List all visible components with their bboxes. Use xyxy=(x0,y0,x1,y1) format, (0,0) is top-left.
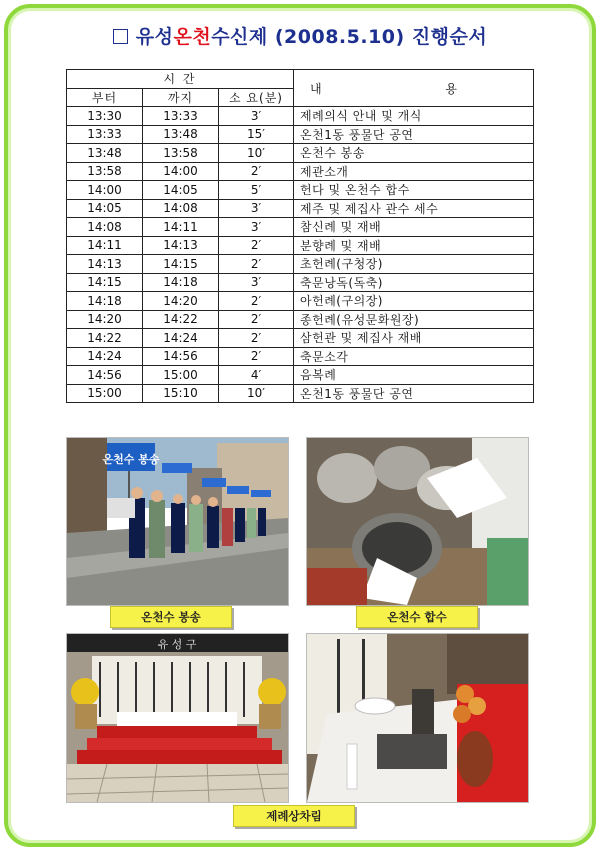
procession-sign: 온천수 봉송 xyxy=(102,453,160,466)
cell-content: 음복례 xyxy=(294,366,534,385)
cell-to: 15:10 xyxy=(143,384,219,403)
cell-to: 14:24 xyxy=(143,329,219,348)
banner-text: 유 성 구 xyxy=(157,638,197,651)
cell-content: 온천1동 풍물단 공연 xyxy=(294,384,534,403)
cell-from: 14:05 xyxy=(67,199,143,218)
photo-pouring xyxy=(306,437,529,606)
cell-duration: 2′ xyxy=(219,347,294,366)
schedule-row xyxy=(67,144,534,163)
cell-from: 14:00 xyxy=(67,181,143,200)
cell-duration: 2′ xyxy=(219,255,294,274)
cell-duration: 2′ xyxy=(219,310,294,329)
cell-content: 온천수 봉송 xyxy=(294,144,534,163)
procession-illustration xyxy=(67,438,288,605)
cell-from: 13:30 xyxy=(67,107,143,126)
cell-duration: 2′ xyxy=(219,329,294,348)
cell-duration: 2′ xyxy=(219,292,294,311)
schedule-row xyxy=(67,255,534,274)
cell-content: 아헌례(구의장) xyxy=(294,292,534,311)
cell-from: 14:56 xyxy=(67,366,143,385)
cell-to: 13:33 xyxy=(143,107,219,126)
cell-content: 제관소개 xyxy=(294,162,534,181)
cell-from: 13:33 xyxy=(67,125,143,144)
cell-from: 14:15 xyxy=(67,273,143,292)
schedule-row xyxy=(67,366,534,385)
page-title: 유성온천수신제 (2008.5.10) 진행순서 xyxy=(0,22,600,49)
cell-to: 14:20 xyxy=(143,292,219,311)
cell-content: 종헌례(유성문화원장) xyxy=(294,310,534,329)
cell-to: 14:22 xyxy=(143,310,219,329)
schedule-row xyxy=(67,236,534,255)
cell-from: 15:00 xyxy=(67,384,143,403)
cell-from: 14:24 xyxy=(67,347,143,366)
cell-duration: 2′ xyxy=(219,236,294,255)
cell-content: 초헌례(구청장) xyxy=(294,255,534,274)
schedule-row xyxy=(67,107,534,126)
cell-from: 14:22 xyxy=(67,329,143,348)
cell-content: 제례의식 안내 및 개식 xyxy=(294,107,534,126)
cell-to: 15:00 xyxy=(143,366,219,385)
cell-to: 14:00 xyxy=(143,162,219,181)
cell-duration: 10′ xyxy=(219,384,294,403)
photo-ritual-stage xyxy=(66,633,289,803)
caption-photo2: 온천수 합수 xyxy=(356,606,478,628)
schedule-row xyxy=(67,347,534,366)
schedule-row xyxy=(67,384,534,403)
cell-duration: 3′ xyxy=(219,218,294,237)
cell-content: 헌다 및 온천수 합수 xyxy=(294,181,534,200)
cell-from: 14:18 xyxy=(67,292,143,311)
cell-from: 14:20 xyxy=(67,310,143,329)
cell-duration: 15′ xyxy=(219,125,294,144)
header-content: 내 용 xyxy=(294,70,534,107)
cell-duration: 4′ xyxy=(219,366,294,385)
cell-content: 온천1동 풍물단 공연 xyxy=(294,125,534,144)
caption-photo1: 온천수 봉송 xyxy=(110,606,232,628)
schedule-row xyxy=(67,310,534,329)
cell-content: 삼헌관 및 제집사 재배 xyxy=(294,329,534,348)
cell-duration: 10′ xyxy=(219,144,294,163)
cell-to: 13:48 xyxy=(143,125,219,144)
schedule-body xyxy=(67,107,534,403)
cell-from: 14:11 xyxy=(67,236,143,255)
header-from: 부터 xyxy=(67,88,143,107)
cell-duration: 5′ xyxy=(219,181,294,200)
cell-to: 14:13 xyxy=(143,236,219,255)
cell-to: 14:56 xyxy=(143,347,219,366)
cell-from: 14:13 xyxy=(67,255,143,274)
cell-from: 13:48 xyxy=(67,144,143,163)
schedule-row xyxy=(67,181,534,200)
photo-procession xyxy=(66,437,289,606)
schedule-row xyxy=(67,162,534,181)
cell-to: 14:08 xyxy=(143,199,219,218)
photo-ritual-table xyxy=(306,633,529,803)
cell-duration: 3′ xyxy=(219,107,294,126)
cell-duration: 3′ xyxy=(219,273,294,292)
title-highlight: 온천 xyxy=(173,26,212,48)
pouring-illustration xyxy=(307,438,528,605)
schedule-row xyxy=(67,125,534,144)
schedule-row xyxy=(67,329,534,348)
schedule-table xyxy=(66,69,534,403)
cell-to: 14:15 xyxy=(143,255,219,274)
header-time: 시 간 xyxy=(67,70,294,89)
cell-content: 축문소각 xyxy=(294,347,534,366)
cell-from: 13:58 xyxy=(67,162,143,181)
cell-to: 14:18 xyxy=(143,273,219,292)
schedule-row xyxy=(67,218,534,237)
schedule-row xyxy=(67,199,534,218)
caption-photo34: 제례상차림 xyxy=(233,805,355,827)
cell-from: 14:08 xyxy=(67,218,143,237)
cell-to: 13:58 xyxy=(143,144,219,163)
schedule-row xyxy=(67,273,534,292)
ritual-stage-illustration xyxy=(67,634,288,802)
cell-content: 참신례 및 재배 xyxy=(294,218,534,237)
header-duration: 소 요(분) xyxy=(219,88,294,107)
square-bullet-icon xyxy=(113,29,128,44)
cell-content: 축문낭독(독축) xyxy=(294,273,534,292)
cell-duration: 2′ xyxy=(219,162,294,181)
schedule-row xyxy=(67,292,534,311)
cell-content: 분향례 및 재배 xyxy=(294,236,534,255)
cell-duration: 3′ xyxy=(219,199,294,218)
cell-to: 14:05 xyxy=(143,181,219,200)
cell-to: 14:11 xyxy=(143,218,219,237)
cell-content: 제주 및 제집사 관수 세수 xyxy=(294,199,534,218)
ritual-table-illustration xyxy=(307,634,528,802)
header-to: 까지 xyxy=(143,88,219,107)
